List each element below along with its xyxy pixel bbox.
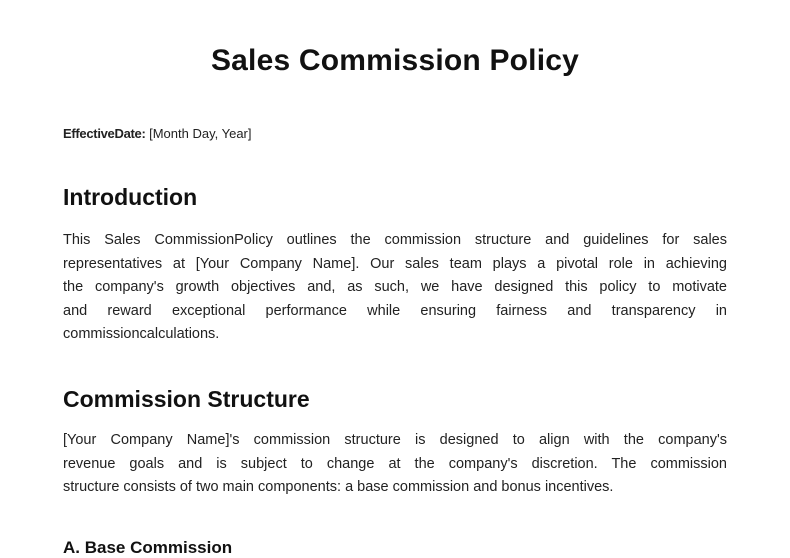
paragraph-line: This Sales CommissionPolicy outlines the commission structure and guidelines for sales: [63, 232, 727, 248]
introduction-paragraph: [63, 229, 727, 347]
paragraph-line: [Your Company Name]'s commission structure is designed to align with the company's: [63, 432, 727, 448]
commission-structure-paragraph: [63, 429, 727, 500]
paragraph-line: commissioncalculations.: [63, 326, 220, 343]
paragraph-line: the company's growth objectives and, as such, we have designed this policy to motivate: [63, 279, 727, 296]
paragraph-line: structure consists of two main components: a base commission and bonus incentives.: [63, 479, 614, 496]
commission-structure-heading: Commission Structure: [63, 386, 310, 412]
base-commission-heading: A. Base Commission: [63, 538, 233, 557]
paragraph-line: and reward exceptional performance while ensuring fairness and transparency in: [63, 302, 727, 319]
effective-date: [63, 126, 252, 141]
paragraph-line: revenue goals and is subject to change at the company's discretion. The commission: [63, 455, 727, 472]
introduction-heading: Introduction: [63, 184, 198, 210]
document-title: Sales Commission Policy: [210, 44, 580, 77]
effective-date-label: EffectiveDate:: [63, 126, 146, 141]
paragraph-line: representatives at [Your Company Name]. Our sales team plays a pivotal role in achieving: [63, 255, 727, 272]
effective-date-value: [Month Day, Year]: [145, 126, 252, 141]
